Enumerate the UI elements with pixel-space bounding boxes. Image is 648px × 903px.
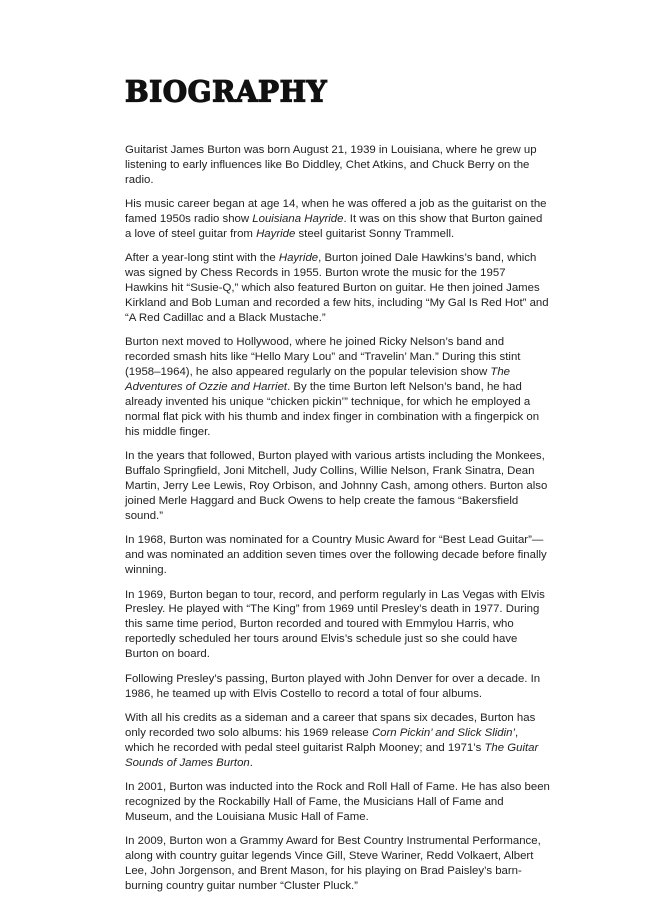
text-segment: steel guitarist Sonny Trammell. [295, 228, 455, 241]
text-segment: His music career began at age 14, when he was offered a job as the guitarist on the famed 1950s radio show [125, 198, 547, 226]
biography-page [125, 74, 550, 903]
text-segment: , Burton joined Dale Hawkins’s band, which was signed by Chess Records in 1955. Burton wrote the music for the 1957 Hawkins hit “Susie-Q,” which also featured Burton on guitar. He then joined James Kirkland and Bob Luman and recorded a few hits, including “My Gal Is Red Hot” and “A Red Cadillac and a Black Mustache.” [125, 252, 549, 325]
paragraph [125, 251, 550, 326]
text-segment: Following Presley’s passing, Burton played with John Denver for over a decade. In 1986, he teamed up with Elvis Costello to record a total of four albums. [125, 672, 541, 700]
text-segment: . By the time Burton left Nelson’s band, he had already invented his unique “chicken pickin’” technique, for which he employed a normal flat pick with his thumb and index finger in combination with a fingerpick on his middle finger. [125, 381, 540, 438]
paragraph [125, 197, 550, 242]
biography-text [125, 143, 550, 894]
text-segment: With all his credits as a sideman and a career that spans six decades, Burton has only recorded two solo albums: his 1969 release [125, 711, 536, 739]
text-segment: . It was on this show that Burton gained a love of steel guitar from [125, 213, 543, 241]
italic-title-text: Hayride [256, 228, 296, 241]
text-segment: In the years that followed, Burton played with various artists including the Monkees, Buffalo Springfield, Joni Mitchell, Judy Collins, Willie Nelson, Frank Sinatra, Dean Martin, Jerry Lee Lewis, Roy Orbison, and Johnny Cash, among others. Burton also joined Merle Haggard and Buck Owens to help create the famous “Bakersfield sound.” [125, 450, 548, 522]
italic-title-text: The Guitar Sounds of James Burton [125, 741, 539, 769]
text-segment: Burton next moved to Hollywood, where he joined Ricky Nelson’s band and recorded smash hits like “Hello Mary Lou” and “Travelin’ Man.” During this stint (1958–1964), he also appeared regularly on the popular television show [125, 336, 521, 379]
text-segment: Guitarist James Burton was born August 21, 1939 in Louisiana, where he grew up listening to early influences like Bo Diddley, Chet Atkins, and Chuck Berry on the radio. [125, 144, 537, 186]
paragraph [125, 143, 550, 188]
text-segment: . [249, 756, 253, 769]
italic-title-text: Corn Pickin’ and Slick Slidin’ [371, 726, 516, 739]
text-segment: In 2009, Burton won a Grammy Award for Best Country Instrumental Performance, along with country guitar legends Vince Gill, Steve Wariner, Redd Volkaert, Albert Lee, John Jorgenson, and Brent Mason, for his playing on Brad Paisley’s barn-burning country guitar number “Cluster Pluck.” [125, 835, 541, 892]
paragraph [125, 335, 550, 439]
text-segment: After a year-long stint with the [125, 252, 279, 265]
paragraph [125, 533, 550, 578]
paragraph [125, 711, 550, 771]
text-segment: In 1969, Burton began to tour, record, and perform regularly in Las Vegas with Elvis Presley. He played with “The King” from 1969 until Presley’s death in 1977. During this same time period, Burton recorded and toured with Emmylou Harris, who reportedly scheduled her tours around Elvis’s schedule just so she could have Burton on board. [125, 588, 545, 661]
paragraph [125, 834, 550, 894]
page-title: BIOGRAPHY [125, 74, 328, 109]
italic-title-text: Louisiana Hayride [252, 213, 344, 226]
paragraph [125, 672, 550, 702]
text-segment: , which he recorded with pedal steel guitarist Ralph Mooney; and 1971’s [125, 726, 519, 754]
italic-title-text: The Adventures of Ozzie and Harriet [125, 366, 511, 394]
paragraph [125, 449, 550, 524]
text-segment: In 1968, Burton was nominated for a Country Music Award for “Best Lead Guitar”—and was nominated an addition seven times over the following decade before finally winning. [125, 534, 547, 577]
paragraph [125, 780, 550, 825]
italic-title-text: Hayride [278, 252, 319, 265]
paragraph [125, 588, 550, 663]
text-segment: In 2001, Burton was inducted into the Rock and Roll Hall of Fame. He has also been recognized by the Rockabilly Hall of Fame, the Musicians Hall of Fame and Museum, and the Louisiana Music Hall of Fame. [125, 781, 550, 823]
